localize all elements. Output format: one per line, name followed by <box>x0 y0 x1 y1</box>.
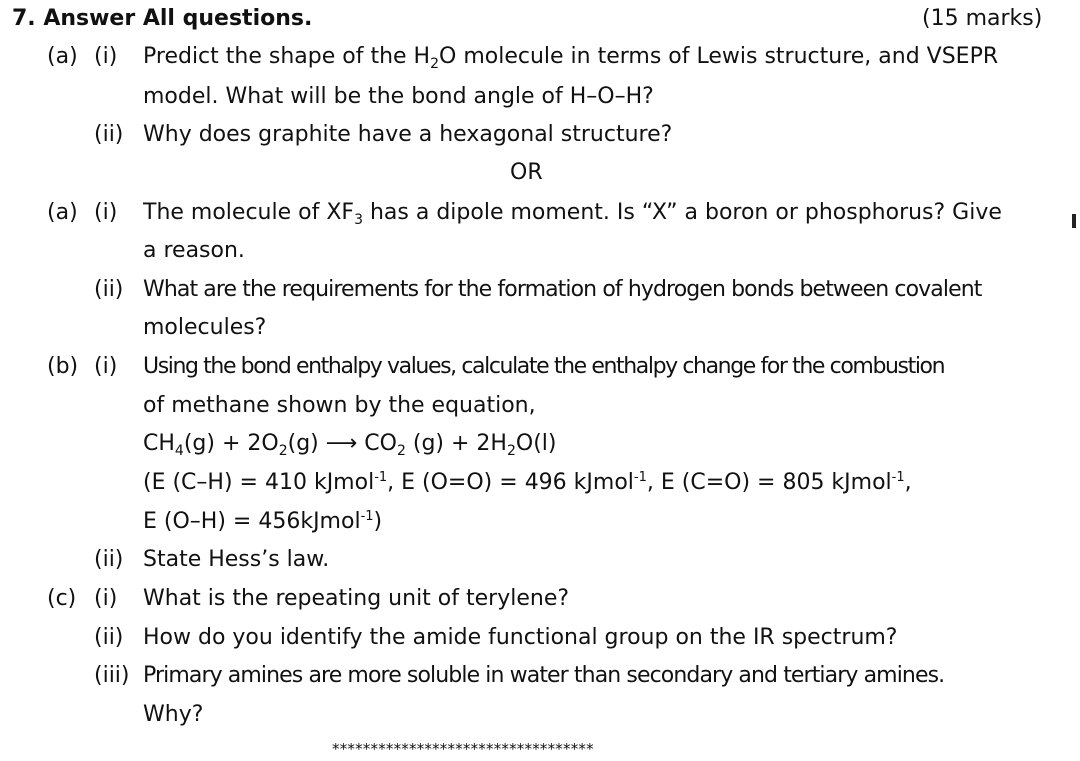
part-a-i-label: (i) <box>94 44 118 69</box>
alt-part-a-i-label: (i) <box>94 200 118 225</box>
alt-part-a-ii-line1: What are the requirements for the formation of hydrogen bonds between covalent <box>143 277 982 302</box>
part-c-label: (c) <box>47 586 77 611</box>
part-a-label: (a) <box>47 44 78 69</box>
part-a-ii-text: Why does graphite have a hexagonal structure? <box>143 122 673 147</box>
part-b-i-line2: of methane shown by the equation, <box>143 393 536 418</box>
alt-part-a-i-line2: a reason. <box>143 238 245 263</box>
question-heading: 7. Answer All questions. <box>12 6 313 31</box>
part-b-ii-label: (ii) <box>94 547 124 572</box>
part-a-i-line2: model. What will be the bond angle of H–O–H? <box>143 84 654 109</box>
part-b-i-line1: Using the bond enthalpy values, calculate the enthalpy change for the combustion <box>143 354 945 379</box>
part-c-ii-label: (ii) <box>94 625 124 650</box>
part-b-i-label: (i) <box>94 354 118 379</box>
alt-part-a-ii-label: (ii) <box>94 277 124 302</box>
part-c-iii-line1: Primary amines are more soluble in water than secondary and tertiary amines. <box>143 663 945 688</box>
bond-enthalpy-line2: E (O–H) = 456kJmol$^{-1}$) <box>143 509 383 534</box>
combustion-equation: $CH_4(g) + 2O_2(g)$ ⟶ $CO_2$ $(g) + 2H_2O(l)$ <box>143 431 557 459</box>
end-of-paper-marker: ********************************** <box>332 740 594 758</box>
page-edge-mark <box>1072 214 1076 228</box>
part-c-i-label: (i) <box>94 586 118 611</box>
part-c-iii-label: (iii) <box>94 663 130 688</box>
alt-part-a-ii-line2: molecules? <box>143 315 267 340</box>
or-divider: OR <box>510 160 543 185</box>
part-c-ii-text: How do you identify the amide functional group on the IR spectrum? <box>143 625 898 650</box>
part-c-iii-line2: Why? <box>143 702 204 727</box>
part-c-i-text: What is the repeating unit of terylene? <box>143 586 570 611</box>
part-a-i-line1: Predict the shape of the $H_2O$ molecule in terms of Lewis structure, and VSEPR <box>143 44 999 72</box>
part-b-ii-text: State Hess’s law. <box>143 547 330 572</box>
alt-part-a-label: (a) <box>47 200 78 225</box>
alt-part-a-i-line1: The molecule of $XF_3$ has a dipole moment. Is “X” a boron or phosphorus? Give <box>143 200 1002 228</box>
part-b-label: (b) <box>47 354 79 379</box>
marks-label: (15 marks) <box>922 6 1043 31</box>
bond-enthalpy-line1: (E (C–H) = 410 kJmol$^{-1}$, E (O=O) = 496 kJmol$^{-1}$, E (C=O) = 805 kJmol$^{-1}$, <box>143 470 912 495</box>
part-a-ii-label: (ii) <box>94 122 124 147</box>
